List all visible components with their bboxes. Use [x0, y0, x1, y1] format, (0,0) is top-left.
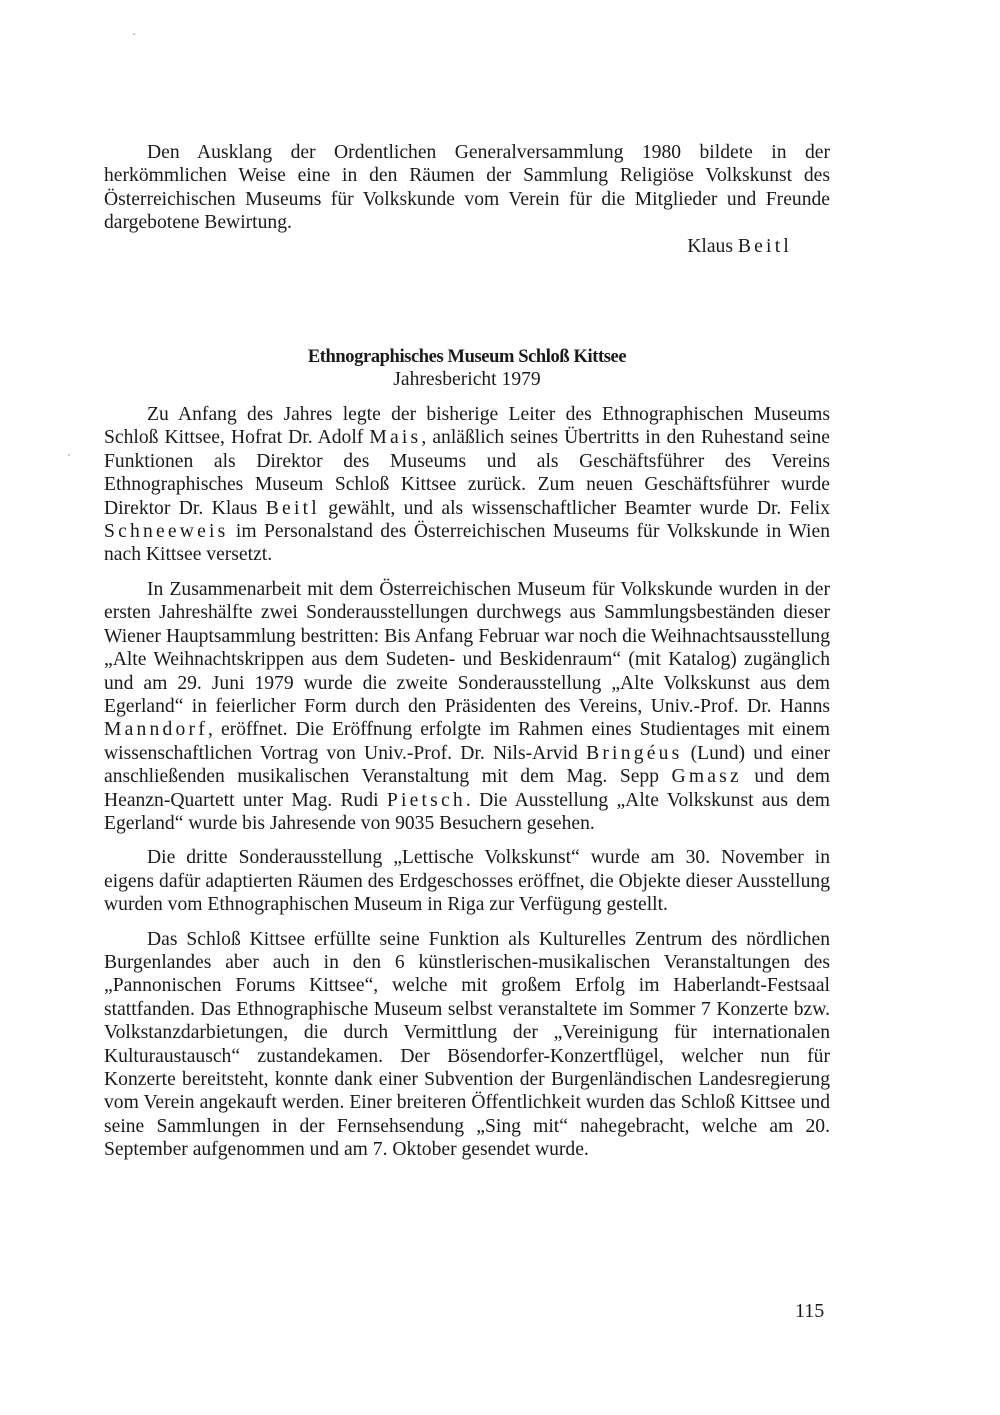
text-run: , eröffnet. Die Eröffnung erfolgte im Rahmen eines Studientages mit einem wissenschaftlichen Vortrag von Univ.-Prof. Dr. Nils-Arvid	[104, 719, 830, 764]
paragraph-2	[104, 578, 830, 835]
paragraph-3: Die dritte Sonderausstellung „Lettische Volkskunst“ wurde am 30. November in eigens dafür adaptierten Räumen des Erdgeschosses eröffnet, die Objekte dieser Ausstellung wurden vom Ethnographischen Museum in Riga zur Verfügung gestellt.	[104, 847, 830, 916]
closing-paragraph: Den Ausklang der Ordentlichen Generalversammlung 1980 bildete in der herkömmlichen Weise eine in den Räumen der Sammlung Religiöse Volkskunst des Österreichischen Museums für Volkskunde vom Verein für die Mitglieder und Freunde dargebotene Bewirtung.	[104, 142, 830, 234]
section-title: Ethnographisches Museum Schloß Kittsee	[307, 347, 627, 368]
page-number: 115	[795, 1300, 825, 1322]
paragraph-1	[104, 403, 830, 567]
text-run: (Lund) und einer anschließenden musikalischen Veranstaltung mit dem Mag. Sepp	[104, 742, 831, 788]
paragraph-4: Das Schloß Kittsee erfüllte seine Funktion als Kulturelles Zentrum des nördlichen Burgenlandes aber auch in den 6 künstlerischen-musikalischen Veranstaltungen des „Pannonischen Forums Kittsee“, welche mit großem Erfolg im Haberlandt-Festsaal stattfanden. Das Ethnographische Museum selbst veranstaltete im Sommer 7 Konzerte bzw. Volkstanzdarbietungen, die durch Vermittlung der „Vereinigung für internationalen Kulturaustausch“ zustandekamen. Der Bösendorfer-Konzertflügel, welcher nun für Konzerte bereitsteht, konnte dank einer Subvention der Burgenländischen Landesregierung vom Verein angekauft werden. Einer breiteren Öffentlichkeit wurden das Schloß Kittsee und seine Sammlungen in der Fernsehsendung „Sing mit“ nahegebracht, welche am 20. September aufgenommen und am 7. Oktober gesendet wurde.	[104, 928, 830, 1161]
text-run: und dem Heanzn-Quartett unter Mag. Rudi	[104, 766, 830, 811]
scan-speck	[133, 33, 135, 35]
text-run: Zu Anfang des Jahres legte der bisherige Leiter des Ethnographischen Museums Schloß Kittsee, Hofrat Dr. Adolf	[104, 404, 830, 449]
signature	[104, 235, 792, 258]
spaced-name: Pietsch	[386, 789, 466, 811]
spaced-name: Manndorf	[104, 719, 208, 741]
spaced-name: Gmasz	[671, 766, 742, 788]
section-heading	[104, 346, 830, 392]
signature-first-name: Klaus	[687, 235, 733, 257]
spaced-name: Bringéus	[586, 742, 683, 764]
spaced-name: Schneeweis	[104, 521, 229, 543]
section-subtitle: Jahresbericht 1979	[393, 369, 541, 391]
text-run: In Zusammenarbeit mit dem Österreichischen Museum für Volkskunde wurden in der ersten Jahreshälfte zwei Sonderausstellungen durchwegs aus Sammlungsbeständen dieser Wiener Hauptsammlung bestritten: Bis Anfang Februar war noch die Weihnachtsausstellung „Alte Weihnachtskrippen aus dem Sudeten- und Beskidenraum“ (mit Katalog) zugänglich und am 29. Juni 1979 wurde die zweite Sonderausstellung „Alte Volkskunst aus dem Egerland“ in feierlicher Form durch den Präsidenten des Vereins, Univ.-Prof. Dr. Hanns	[104, 578, 830, 717]
text-run: gewählt, und als wissenschaftlicher Beamter wurde Dr. Felix	[319, 497, 830, 519]
text-run: im Personalstand des Österreichischen Museums für Volkskunde in Wien nach Kittsee versetzt.	[104, 521, 830, 566]
document-page	[104, 141, 830, 1162]
spaced-name: Mais	[369, 427, 422, 449]
scan-speck	[68, 454, 70, 456]
text-run: , anläßlich seines Übertritts in den Ruhestand seine Funktionen als Direktor des Museums und als Geschäftsführer des Vereins Ethnographisches Museum Schloß Kittsee zurück. Zum neuen Geschäftsführer wurde Direktor Dr. Klaus	[104, 427, 830, 519]
spaced-name: Beitl	[265, 497, 320, 519]
text-run: . Die Ausstellung „Alte Volkskunst aus dem Egerland“ wurde bis Jahresende von 9035 Besuchern gesehen.	[104, 789, 831, 834]
signature-last-name: Beitl	[737, 235, 792, 257]
